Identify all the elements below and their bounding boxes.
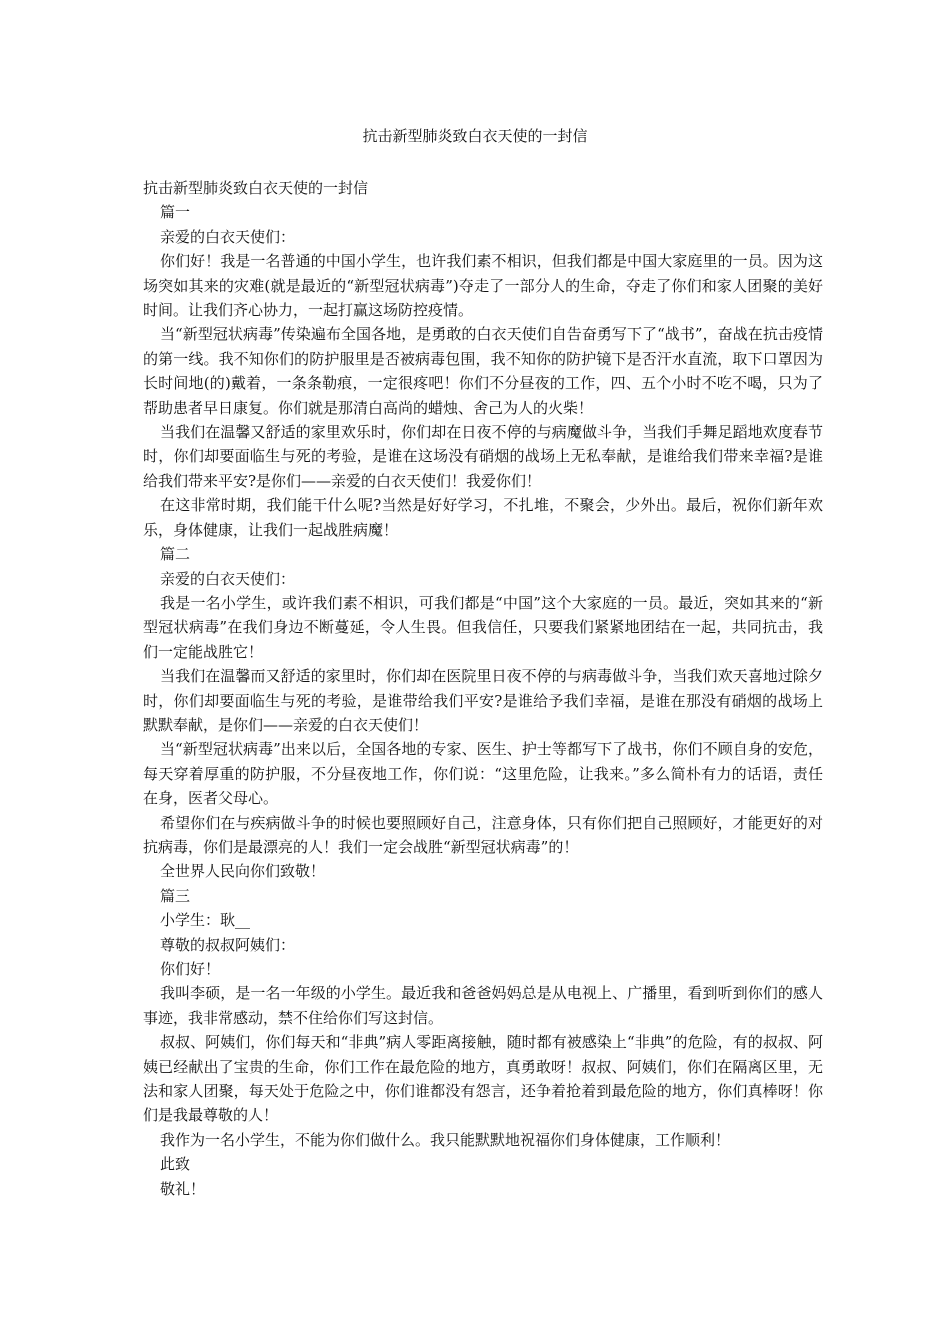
part-1-paragraph: 你们好！我是一名普通的中国小学生，也许我们素不相识，但我们都是中国大家庭里的一员。因为这场突如其来的灾难(就是最近的“新型冠状病毒”)夺走了一部分人的生命，夺走了你们和家人团聚的美好时间。让我们齐心协力，一起打赢这场防控疫情。 [143,252,823,320]
page-title: 抗击新型肺炎致白衣天使的一封信 [362,127,588,145]
part-2-label: 篇二 [160,545,191,564]
part-1-salutation: 亲爱的白衣天使们： [160,227,296,246]
part-3-salutation: 尊敬的叔叔阿姨们： [160,935,296,954]
part-2-paragraph: 全世界人民向你们致敬！ [160,862,326,881]
part-2-paragraph: 当我们在温馨而又舒适的家里时，你们却在医院里日夜不停的与病毒做斗争，当我们欢天喜地过除夕时，你们却要面临生与死的考验，是谁带给我们平安?是谁给予我们幸福，是谁在那没有硝烟的战场上默默奉献，是你们——亲爱的白衣天使们！ [143,667,823,734]
part-1-paragraph: 在这非常时期，我们能干什么呢?当然是好好学习，不扎堆，不聚会，少外出。最后，祝你们新年欢乐，身体健康，让我们一起战胜病魔！ [143,496,823,539]
part-3-paragraph: 我叫李硕，是一名一年级的小学生。最近我和爸爸妈妈总是从电视上、广播里，看到听到你们的感人事迹，我非常感动，禁不住给你们写这封信。 [143,984,823,1027]
part-3-closing-1: 此致 [160,1155,191,1174]
part-3-greeting: 你们好！ [160,960,221,978]
part-3-paragraph: 叔叔、阿姨们，你们每天和“非典”病人零距离接触，随时都有被感染上“非典”的危险，有的叔叔、阿姨已经献出了宝贵的生命，你们工作在最危险的地方，真勇敢呀！叔叔、阿姨们，你们在隔离区里，无法和家人团聚，每天处于危险之中，你们谁都没有怨言，还争着抢着到最危险的地方，你们真棒呀！你们是我最尊敬的人！ [143,1033,823,1125]
part-3-author: 小学生：耿__ [160,911,251,930]
part-2-paragraph: 我是一名小学生，或许我们素不相识，可我们都是“中国”这个大家庭的一员。最近，突如其来的“新型冠状病毒”在我们身边不断蔓延，令人生畏。但我信任，只要我们紧紧地团结在一起，共同抗击，我们一定能战胜它！ [143,593,823,661]
part-2-paragraph: 希望你们在与疾病做斗争的时候也要照顾好自己，注意身体，只有你们把自己照顾好，才能更好的对抗病毒，你们是最漂亮的人！我们一定会战胜“新型冠状病毒”的！ [143,813,823,856]
part-3-paragraph: 我作为一名小学生，不能为你们做什么。我只能默默地祝福你们身体健康，工作顺利！ [160,1130,731,1149]
part-2-paragraph: 当“新型冠状病毒”出来以后，全国各地的专家、医生、护士等都写下了战书，你们不顾自身的安危，每天穿着厚重的防护服，不分昼夜地工作，你们说：“这里危险，让我来。”多么简朴有力的话语，责任在身，医者父母心。 [143,740,823,808]
part-3-label: 篇三 [160,886,191,905]
letter-body [143,176,823,1201]
part-3-closing-2: 敬礼！ [160,1179,206,1198]
part-2-salutation: 亲爱的白衣天使们： [160,569,296,588]
part-1-label: 篇一 [160,203,191,222]
part-1-paragraph: 当我们在温馨又舒适的家里欢乐时，你们却在日夜不停的与病魔做斗争，当我们手舞足蹈地欢度春节时，你们却要面临生与死的考验，是谁在这场没有硝烟的战场上无私奉献，是谁给我们带来幸福?是谁给我们带来平安?是你们——亲爱的白衣天使们！我爱你们！ [143,423,823,490]
document-subtitle: 抗击新型肺炎致白衣天使的一封信 [143,179,369,197]
part-1-paragraph: 当“新型冠状病毒”传染遍布全国各地，是勇敢的白衣天使们自告奋勇写下了“战书”，奋战在抗击疫情的第一线。我不知你们的防护服里是否被病毒包围，我不知你的防护镜下是否汗水直流，取下口罩因为长时间地(的)戴着，一条条勒痕，一定很疼吧！你们不分昼夜的工作，四、五个小时不吃不喝，只为了帮助患者早日康复。你们就是那清白高尚的蜡烛、舍己为人的火柴！ [143,325,823,417]
